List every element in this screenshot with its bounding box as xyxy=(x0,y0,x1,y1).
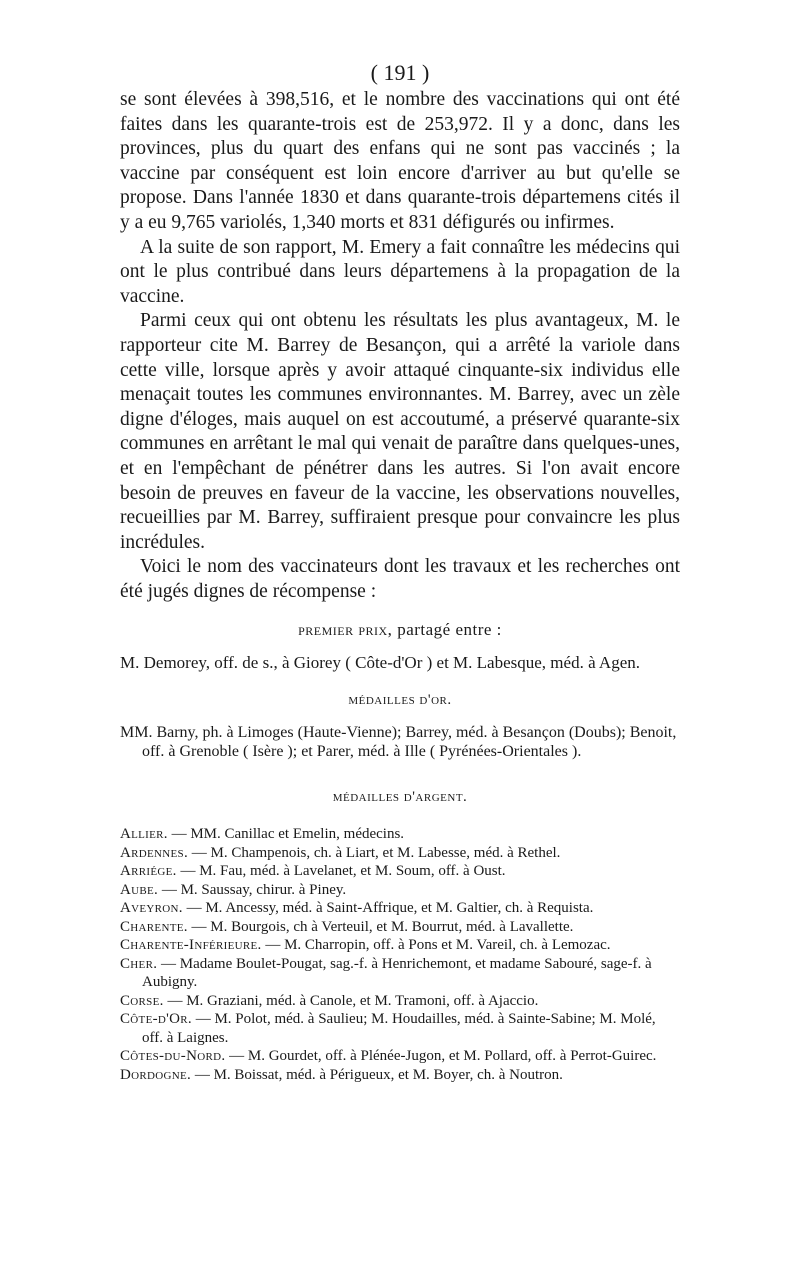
region-label: Charente-Inférieure. xyxy=(120,937,262,954)
medailles-or-heading: médailles d'or. xyxy=(348,692,452,709)
premier-prix-suffix: partagé entre : xyxy=(392,620,502,640)
entry-text: — M. Polot, méd. à Saulieu; M. Houdailles, méd. à Sainte-Sabine; M. Molé, off. à Laignes. xyxy=(142,1011,656,1046)
list-item xyxy=(120,936,680,955)
entry-text: — M. Saussay, chirur. à Piney. xyxy=(158,881,347,898)
region-label: Aube. xyxy=(120,881,159,898)
list-item xyxy=(120,825,680,844)
list-item xyxy=(120,862,680,881)
medailles-or-text: MM. Barny, ph. à Limoges (Haute-Vienne); Barrey, méd. à Besançon (Doubs); Benoit, off. à Grenoble ( Isère ); et Parer, méd. à Ille ( Pyrénées-Orientales ). xyxy=(120,723,677,760)
premier-prix-text: M. Demorey, off. de s., à Giorey ( Côte-d'Or ) et M. Labesque, méd. à Agen. xyxy=(120,653,641,673)
entry-text: — M. Bourgois, ch à Verteuil, et M. Bourrut, méd. à Lavallette. xyxy=(187,918,574,935)
list-item xyxy=(120,1047,680,1066)
list-item xyxy=(120,992,680,1011)
region-label: Arriége. xyxy=(120,863,177,880)
list-item xyxy=(120,955,680,992)
list-item xyxy=(120,1066,680,1085)
list-item xyxy=(120,899,680,918)
paragraph: A la suite de son rapport, M. Emery a fait connaître les médecins qui ont le plus contribué dans leurs départemens à la propagation de la vaccine. xyxy=(120,236,680,307)
entry-text: — M. Ancessy, méd. à Saint-Affrique, et M. Galtier, ch. à Requista. xyxy=(182,900,594,917)
entry-text: — M. Graziani, méd. à Canole, et M. Tramoni, off. à Ajaccio. xyxy=(163,992,539,1009)
paragraph: Voici le nom des vaccinateurs dont les travaux et les recherches ont été jugés dignes de récompense : xyxy=(120,556,680,602)
region-label: Ardennes. xyxy=(120,844,189,861)
page-number: ( 191 ) xyxy=(370,60,430,85)
list-item xyxy=(120,1010,680,1047)
region-label: Corse. xyxy=(120,992,164,1009)
list-item xyxy=(120,918,680,937)
list-item xyxy=(120,881,680,900)
region-label: Côte-d'Or. xyxy=(120,1011,192,1028)
medailles-argent-list xyxy=(120,825,680,1084)
region-label: Allier. xyxy=(120,826,168,843)
list-item xyxy=(120,844,680,863)
entry-text: — M. Charropin, off. à Pons et M. Vareil, ch. à Lemozac. xyxy=(261,937,611,954)
region-label: Cher. xyxy=(120,955,158,972)
region-label: Aveyron. xyxy=(120,900,183,917)
region-label: Dordogne. xyxy=(120,1066,192,1083)
entry-text: — MM. Canillac et Emelin, médecins. xyxy=(167,826,405,843)
paragraph: Parmi ceux qui ont obtenu les résultats les plus avantageux, M. le rapporteur cite M. Barrey de Besançon, qui a arrêté la variole dans cette ville, lorsque après y avoir attaqué cinquante-six individus elle menaçait toutes les communes environnantes. M. Barrey, avec un zèle digne d'éloges, mais auquel on est accoutumé, a préservé quarante-six communes en arrêtant le mal qui venait de paraître dans quelques-unes, et en l'empêchant de pénétrer dans les autres. Si l'on avait encore besoin de preuves en faveur de la vaccine, les observations nouvelles, recueillies par M. Barrey, suffiraient presque pour convaincre les plus incrédules. xyxy=(120,310,680,553)
medailles-argent-heading: médailles d'argent. xyxy=(332,788,468,805)
premier-prix-heading xyxy=(120,618,680,643)
premier-prix-label: premier prix, xyxy=(298,620,393,640)
entry-text: — M. Boissat, méd. à Périgueux, et M. Boyer, ch. à Noutron. xyxy=(191,1066,563,1083)
main-text xyxy=(120,88,680,1084)
entry-text: — M. Champenois, ch. à Liart, et M. Labesse, méd. à Rethel. xyxy=(188,844,561,861)
region-label: Charente. xyxy=(120,918,188,935)
region-label: Côtes-du-Nord. xyxy=(120,1048,226,1065)
entry-text: — M. Fau, méd. à Lavelanet, et M. Soum, off. à Oust. xyxy=(176,863,506,880)
entry-text: — M. Gourdet, off. à Plénée-Jugon, et M. Pollard, off. à Perrot-Guirec. xyxy=(225,1048,657,1065)
entry-text: — Madame Boulet-Pougat, sag.-f. à Henrichemont, et madame Sabouré, sage-f. à Aubigny. xyxy=(142,955,652,991)
paragraph: se sont élevées à 398,516, et le nombre des vaccinations qui ont été faites dans les quarante-trois est de 253,972. Il y a donc, dans les provinces, plus du quart des enfans qui ne sont pas vaccinés ; la vaccine par conséquent est loin encore d'arriver au but qu'elle se propose. Dans l'année 1830 et dans quarante-trois départemens cités il y a eu 9,765 variolés, 1,340 morts et 831 défigurés ou infirmes. xyxy=(120,89,680,233)
